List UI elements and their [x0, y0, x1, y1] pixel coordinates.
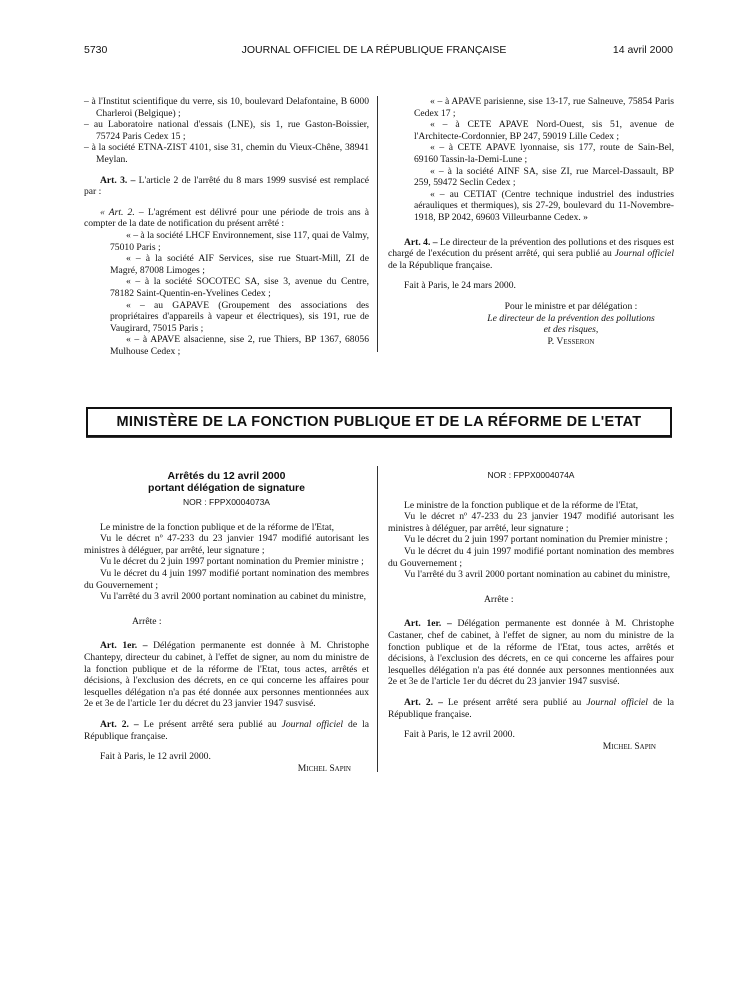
- visa: Vu le décret du 2 juin 1997 portant nomination du Premier ministre ;: [100, 556, 364, 568]
- article-1: [388, 618, 674, 688]
- visa: Vu le décret nº 47-233 du 23 janvier 1947 modifié autorisant les ministres à déléguer, par arrêté, leur signature ;: [84, 533, 369, 556]
- list-item: « – à APAVE alsacienne, sise 2, rue Thiers, BP 1367, 68056 Mulhouse Cedex ;: [110, 334, 369, 357]
- visa: Vu le décret nº 47-233 du 23 janvier 1947 modifié autorisant les ministres à déléguer, par arrêté, leur signature ;: [388, 511, 674, 534]
- fait-a-paris: Fait à Paris, le 12 avril 2000.: [100, 751, 211, 763]
- list-item: « – à APAVE parisienne, sise 13-17, rue Salneuve, 75854 Paris Cedex 17 ;: [414, 96, 674, 119]
- article-label: Art. 3. –: [100, 174, 136, 186]
- issue-date: 14 avril 2000: [612, 44, 673, 56]
- signature-line: Pour le ministre et par délégation :: [504, 300, 638, 312]
- article-label: « Art. 2. –: [100, 206, 144, 218]
- visa: Vu l'arrêté du 3 avril 2000 portant nomination au cabinet du ministre,: [100, 591, 366, 603]
- banner-rule: [86, 437, 672, 438]
- ministry-banner: MINISTÈRE DE LA FONCTION PUBLIQUE ET DE LA RÉFORME DE L'ETAT: [86, 407, 672, 437]
- visa: Le ministre de la fonction publique et de la réforme de l'Etat,: [404, 499, 639, 511]
- article-text: Le présent arrêté sera publié au: [442, 696, 587, 708]
- visa: Vu le décret du 4 juin 1997 modifié portant nomination des membres du Gouvernement ;: [84, 567, 369, 591]
- article-text-end: de la République française.: [84, 718, 369, 742]
- list-item: – à l'Institut scientifique du verre, sis 10, boulevard Delafontaine, B 6000 Charleroi (Belgique) ;: [84, 96, 369, 119]
- article-text-end: de la République française.: [388, 259, 493, 271]
- top-right-column: [388, 96, 674, 347]
- list-item: « – à la société AINF SA, sise ZI, rue Marcel-Dassault, BP 259, 59472 Seclin Cedex ;: [414, 165, 674, 189]
- article-text: Délégation permanente est donnée à M. Christophe Chantepy, directeur du cabinet, à l'effet de signer, au nom du ministre de la fonction publique et de la réforme de l'Etat, tous actes, arrêtés et décisions, à l'exclusion des décrets, en ce qui concerne les affaires pour lesquelles délégation n'a pas été donnée aux personnes mentionnées aux 2e et 3e de l'article 1er du décret du 23 janvier 1947 susvisé.: [84, 640, 369, 710]
- article-text: L'article 2 de l'arrêté du 8 mars 1999 susvisé est remplacé par :: [84, 174, 369, 198]
- article-1: [84, 640, 369, 710]
- journal-name: Journal officiel: [281, 718, 344, 730]
- visa: Vu le décret du 2 juin 1997 portant nomination du Premier ministre ;: [404, 534, 668, 546]
- list-item: « – au CETIAT (Centre technique industriel des industries aérauliques et thermiques), sis 27-29, boulevard du 11-Novembre-1918, BP 2042, 69603 Villeurbanne Cedex. »: [414, 188, 674, 223]
- article-2-quote: [84, 207, 369, 230]
- decree-title: Arrêtés du 12 avril 2000: [167, 470, 286, 482]
- article-text: Le présent arrêté sera publié au: [138, 718, 282, 730]
- article-label: Art. 2. –: [100, 718, 139, 730]
- list-item: « – au GAPAVE (Groupement des associations des propriétaires d'appareils à vapeur et électriques), sis 191, rue de Vaugirard, 75015 Paris ;: [110, 299, 369, 334]
- bottom-left-column: [84, 470, 369, 774]
- article-4: [388, 237, 674, 272]
- top-left-column: [84, 96, 369, 357]
- signature-title: et des risques,: [543, 324, 599, 336]
- list-item: « – à la société LHCF Environnement, sise 117, quai de Valmy, 75010 Paris ;: [110, 229, 369, 253]
- journal-title: JOURNAL OFFICIEL DE LA RÉPUBLIQUE FRANÇAISE: [241, 44, 507, 56]
- arrete: Arrête :: [132, 615, 162, 627]
- signature-name: Michel Sapin: [297, 762, 351, 774]
- arrete: Arrête :: [484, 593, 514, 605]
- article-label: Art. 4. –: [404, 236, 438, 248]
- article-text-end: de la République française.: [388, 696, 675, 720]
- signature-name: Michel Sapin: [602, 740, 656, 752]
- article-text: Délégation permanente est donnée à M. Christophe Castaner, chef de cabinet, à l'effet de signer, au nom du ministre de la fonction publique et de la réforme de l'Etat, tous actes, arrêtés et décisions, à l'exclusion des décrets, en ce qui concerne les affaires pour lesquelles délégation n'a pas été donnée aux personnes mentionnées aux 2e et 3e de l'article 1er du décret du 23 janvier 1947 susvisé.: [388, 618, 674, 688]
- bottom-right-column: [388, 470, 674, 752]
- list-item: « – à la société AIF Services, sise rue Stuart-Mill, ZI de Magré, 87008 Limoges ;: [110, 253, 369, 276]
- visa: Vu l'arrêté du 3 avril 2000 portant nomination au cabinet du ministre,: [404, 569, 670, 581]
- signature-name: P. Vesseron: [547, 335, 595, 347]
- nor-reference: NOR : FPPX0004073A: [183, 497, 270, 507]
- article-label: Art. 1er. –: [404, 618, 452, 630]
- visa: Le ministre de la fonction publique et de la réforme de l'Etat,: [100, 521, 335, 533]
- fait-a-paris: Fait à Paris, le 24 mars 2000.: [404, 280, 516, 292]
- list-item: « – à CETE APAVE Nord-Ouest, sis 51, avenue de l'Architecte-Cordonnier, BP 247, 59019 Lille Cedex ;: [414, 119, 674, 142]
- article-text: Le directeur de la prévention des pollutions et des risques est chargé de l'exécution du présent arrêté, qui sera publié au: [388, 236, 674, 260]
- article-2: [84, 719, 369, 742]
- article-text: L'agrément est délivré pour une période de trois ans à compter de la date de notification du présent arrêté :: [84, 206, 369, 230]
- nor-reference: NOR : FPPX0004074A: [487, 470, 575, 480]
- signature-title: Le directeur de la prévention des pollutions: [487, 312, 655, 324]
- list-item: – à la société ETNA-ZIST 4101, sise 31, chemin du Vieux-Chêne, 38941 Meylan.: [84, 142, 369, 165]
- page-number: 5730: [84, 44, 108, 56]
- signature-line: [388, 313, 674, 325]
- article-3: [84, 175, 369, 198]
- list-item: « – à la société SOCOTEC SA, sise 3, avenue du Centre, 78182 Saint-Quentin-en-Yvelines Cedex ;: [110, 276, 369, 299]
- journal-name: Journal officiel: [614, 248, 674, 260]
- column-divider-bottom: [377, 466, 378, 772]
- column-divider-top: [377, 96, 378, 352]
- journal-name: Journal officiel: [586, 696, 648, 708]
- visa: Vu le décret du 4 juin 1997 modifié portant nomination des membres du Gouvernement ;: [388, 545, 674, 569]
- fait-a-paris: Fait à Paris, le 12 avril 2000.: [404, 729, 515, 741]
- signature-line: [388, 324, 674, 336]
- decree-subtitle: portant délégation de signature: [148, 482, 305, 494]
- article-label: Art. 1er. –: [100, 640, 148, 652]
- list-item: – au Laboratoire national d'essais (LNE), sis 1, rue Gaston-Boissier, 75724 Paris Cedex 15 ;: [84, 119, 369, 142]
- article-label: Art. 2. –: [404, 696, 443, 708]
- article-2: [388, 697, 674, 720]
- list-item: « – à CETE APAVE lyonnaise, sis 177, route de Sain-Bel, 69160 Tassin-la-Demi-Lune ;: [414, 142, 674, 165]
